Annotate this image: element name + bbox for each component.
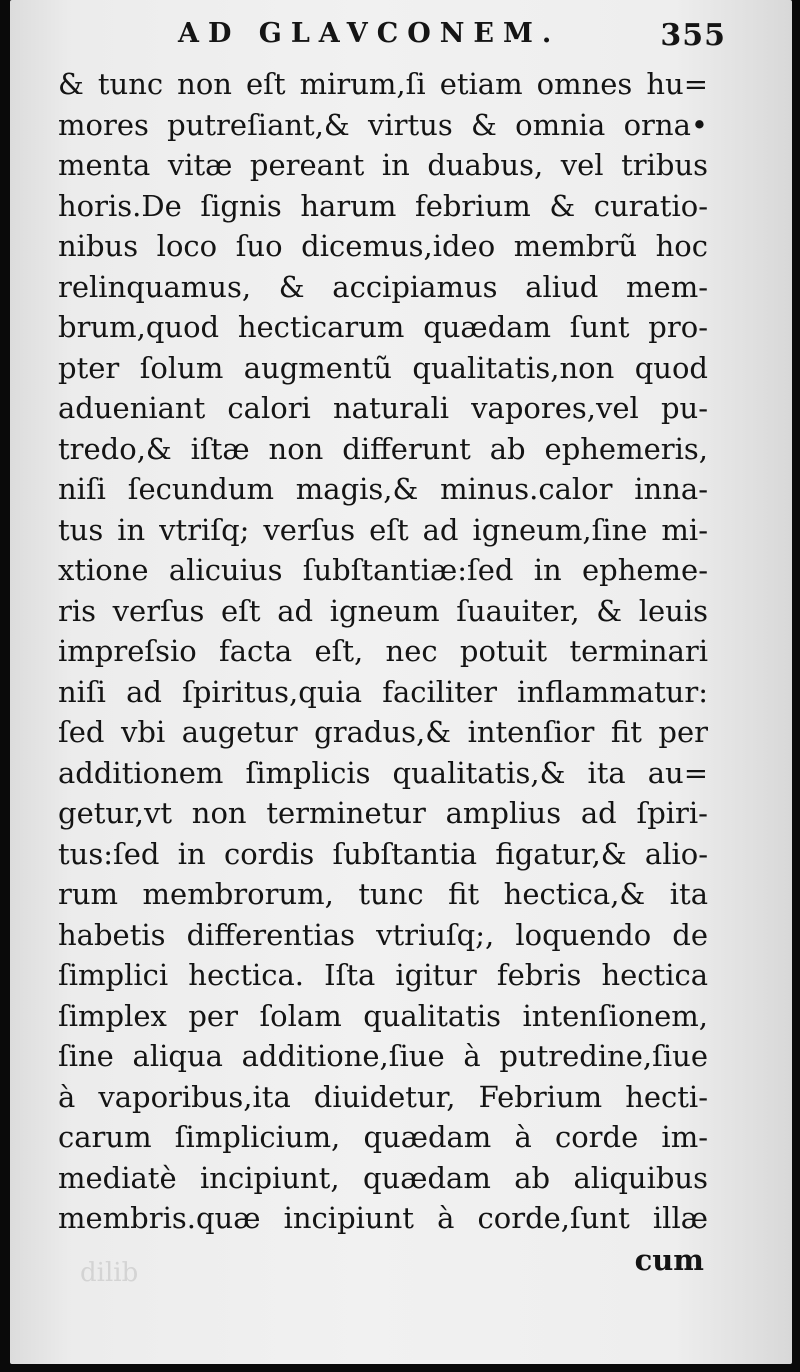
text-line: & tunc non eſt mirum,ſi etiam omnes hu= [58,67,708,101]
page-number: 355 [660,18,726,53]
book-page [10,0,792,1364]
text-line: ris verſus eſt ad igneum ſuauiter, & leuis [58,593,708,628]
text-line: niſi ſecundum magis,& minus.calor inna- [58,472,708,506]
text-line: horis.De ſignis harum febrium & curatio- [58,188,708,223]
text-line: impreſsio facta eſt, nec potuit terminari [58,634,708,668]
text-line: mores putreſiant,& virtus & omnia orna• [58,107,708,142]
text-line: carum ſimplicium, quædam à corde im- [58,1120,708,1154]
text-line: brum,quod hecticarum quædam ſunt pro- [58,310,708,344]
text-line: relinquamus, & accipiamus aliud mem- [58,269,708,304]
body-text [58,64,708,1239]
text-line: pter ſolum augmentũ qualitatis,non quod [58,350,708,385]
text-line: à vaporibus,ita diuidetur, Febrium hecti- [58,1079,708,1114]
text-line: ſine aliqua additione,ſiue à putredine,ſiue [58,1039,708,1073]
text-line: nibus loco ſuo dicemus,ideo membrũ hoc [58,229,708,263]
text-line: membris.quæ incipiunt à corde,ſunt illæ [58,1201,708,1235]
text-line: niſi ad ſpiritus,quia faciliter inflammatur: [58,674,708,709]
text-line: ſimplex per ſolam qualitatis intenſionem, [58,998,708,1033]
text-line: ſed vbi augetur gradus,& intenſior fit per [58,715,708,749]
running-head: AD GLAVCONEM. [178,18,561,49]
text-line: adueniant calori naturali vapores,vel pu- [58,391,708,425]
text-line: tus in vtriſq; verſus eſt ad igneum,ſine mi- [58,512,708,547]
text-line: getur,vt non terminetur amplius ad ſpiri- [58,796,708,830]
bleed-through-text: dilib [80,1258,139,1288]
text-line: menta vitæ pereant in duabus, vel tribus [58,148,708,182]
text-line: tredo,& iſtæ non differunt ab ephemeris, [58,431,708,466]
text-line: rum membrorum, tunc fit hectica,& ita [58,877,708,911]
catchword: cum [634,1243,704,1277]
text-line: xtione alicuius ſubſtantiæ:ſed in epheme- [58,553,708,587]
text-line: additionem ſimplicis qualitatis,& ita au= [58,755,708,790]
text-line: mediatè incipiunt, quædam ab aliquibus [58,1160,708,1195]
page-header [10,18,792,58]
text-line: tus:ſed in cordis ſubſtantia figatur,& alio- [58,836,708,871]
text-line: habetis differentias vtriuſq;, loquendo de [58,917,708,952]
text-line: ſimplici hectica. Iſta igitur febris hectica [58,958,708,992]
